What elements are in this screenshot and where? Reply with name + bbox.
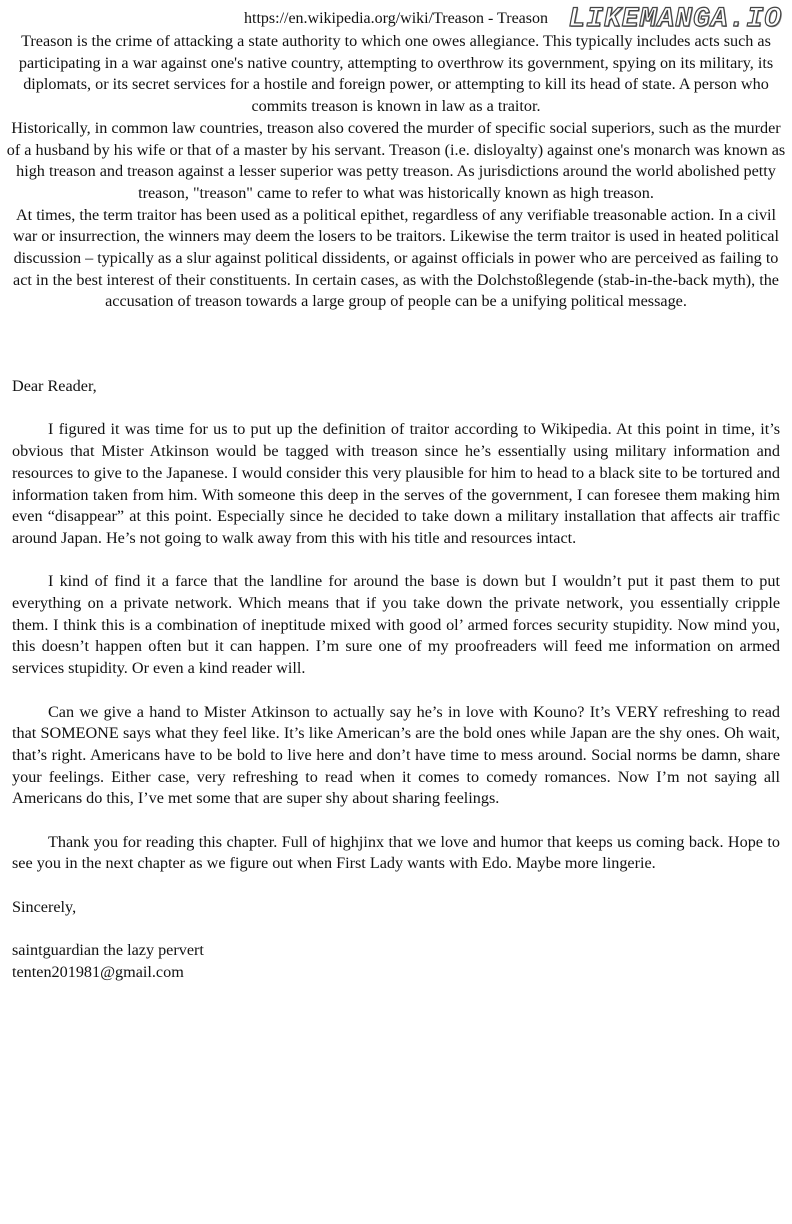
treason-definition: [6, 31, 786, 313]
definition-paragraph-2: Historically, in common law countries, treason also covered the murder of specific social superiors, such as the murder of a husband by his wife or that of a master by his servant. Treason (i.e. disloyalty) against one's monarch was known as high treason and treason against a lesser superior was petty treason. As jurisdictions around the world abolished petty treason, "treason" came to refer to what was historically known as high treason.: [6, 118, 786, 202]
definition-paragraph-1: Treason is the crime of attacking a state authority to which one owes allegiance. This typically includes acts such as participating in a war against one's native country, attempting to overthrow its government, spying on its military, its diplomats, or its secret services for a hostile and foreign power, or attempting to kill its head of state. A person who commits treason is known in law as a traitor.: [18, 32, 774, 116]
signature-email: tenten201981@gmail.com: [12, 962, 184, 981]
definition-paragraph-3: At times, the term traitor has been used as a political epithet, regardless of any verifiable treasonable action. In a civil war or insurrection, the winners may deem the losers to be traitors. Likewise the term traitor is used in heated political discussion – typically as a slur against political dissidents, or against officials in power who are perceived as failing to act in the best interest of their constituents. In certain cases, as with the Dolchstoßlegende (stab-in-the-back myth), the accusation of treason towards a large group of people can be a unifying political message.: [13, 205, 779, 311]
letter-closing: Sincerely,: [12, 897, 77, 916]
letter-signature: [12, 940, 780, 983]
letter-paragraph-3: Can we give a hand to Mister Atkinson to actually say he’s in love with Kouno? It’s VERY refreshing to read that SOMEONE says what they feel like. It’s like American’s are the bold ones while Japan are the shy ones. Oh wait, that’s right. Americans have to be bold to live here and don’t have time to mess around. Social norms be damn, share your feelings. Either case, very refreshing to read when it comes to comedy romances. Now I’m not saying all Americans do this, I’ve met some that are super shy about sharing feelings.: [12, 702, 780, 808]
letter-paragraph-4: Thank you for reading this chapter. Full of highjinx that we love and humor that keeps us coming back. Hope to see you in the next chapter as we figure out when First Lady wants with Edo. Maybe more lingerie.: [12, 832, 780, 873]
source-url: https://en.wikipedia.org/wiki/Treason - Treason: [244, 10, 548, 27]
watermark-logo: LIKEMANGA.IO: [568, 4, 782, 35]
signature-name: saintguardian the lazy pervert: [12, 941, 204, 960]
letter-to-reader: [12, 376, 780, 1005]
letter-salutation: Dear Reader,: [12, 377, 97, 395]
letter-paragraph-2: I kind of find it a farce that the landline for around the base is down but I wouldn’t put it past them to put everything on a private network. Which means that if you take down the private network, you essentially cripple them. I think this is a combination of ineptitude mixed with good ol’ armed forces security stupidity. Now mind you, this doesn’t happen often but it can happen. I’m sure one of my proofreaders will feed me information on armed services stupidity. Or even a kind reader will.: [12, 572, 780, 678]
letter-paragraph-1: I figured it was time for us to put up the definition of traitor according to Wikipedia. At this point in time, it’s obvious that Mister Atkinson would be tagged with treason since he’s essentially using military information and resources to give to the Japanese. I would consider this very plausible for him to head to a black site to be tortured and information taken from him. With someone this deep in the serves of the government, I can foresee them making him even “disappear” at this point. Especially since he decided to take down a military installation that affects air traffic around Japan. He’s not going to walk away from this with his title and resources intact.: [12, 420, 780, 547]
